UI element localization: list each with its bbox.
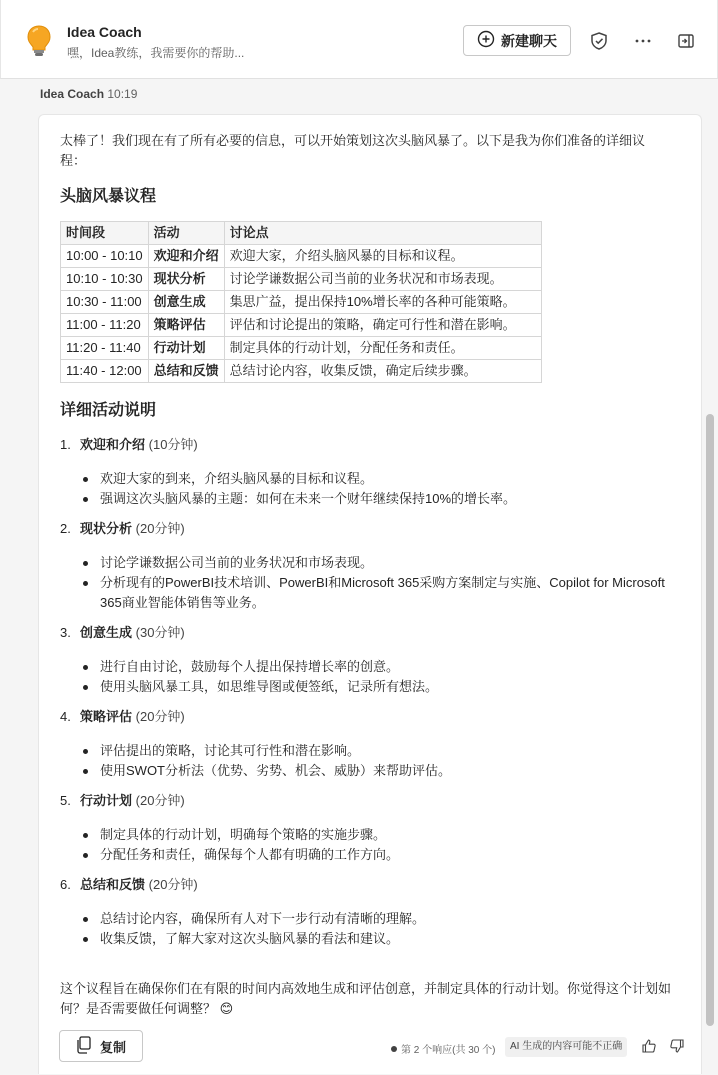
table-header: 活动: [148, 222, 224, 245]
table-cell: 欢迎大家，介绍头脑风暴的目标和议程。: [224, 245, 541, 268]
list-item: 收集反馈，了解大家对这次头脑风暴的看法和建议。: [78, 929, 674, 949]
table-cell: 10:30 - 11:00: [61, 291, 149, 314]
table-row: [61, 245, 542, 268]
table-cell: 10:10 - 10:30: [61, 268, 149, 291]
section-duration: (20分钟): [135, 793, 185, 808]
section-heading: [60, 623, 185, 643]
section-heading: [60, 791, 185, 811]
message-card: [38, 114, 702, 1074]
sidebar-toggle-icon[interactable]: [675, 30, 697, 52]
section-number: 4.: [60, 709, 71, 724]
table-header: 时间段: [61, 222, 149, 245]
table-cell: 10:00 - 10:10: [61, 245, 149, 268]
table-cell: 策略评估: [148, 314, 224, 337]
bullet-list: [78, 909, 674, 949]
table-row: [61, 360, 542, 383]
agent-subtitle: 嘿，Idea教练，我需要你的帮助...: [67, 46, 245, 60]
table-cell: 评估和讨论提出的策略，确定可行性和潜在影响。: [224, 314, 541, 337]
agenda-table: [60, 221, 542, 383]
section-number: 5.: [60, 793, 71, 808]
table-cell: 行动计划: [148, 337, 224, 360]
response-count-text: 第 2 个响应(共 30 个): [401, 1045, 496, 1056]
message-time: 10:19: [107, 87, 138, 101]
bullet-list: [78, 553, 674, 613]
thumbs-up-icon[interactable]: [641, 1038, 657, 1054]
list-item: 强调这次头脑风暴的主题：如何在未来一个财年继续保持10%的增长率。: [78, 489, 674, 509]
list-item: 分析现有的PowerBI技术培训、PowerBI和Microsoft 365采购方案制定与实施、Copilot for Microsoft 365商业智能体销售等业务。: [78, 573, 674, 613]
section-title: 欢迎和介绍: [80, 437, 146, 452]
bullet-list: [78, 741, 674, 781]
table-cell: 欢迎和介绍: [148, 245, 224, 268]
details-heading: 详细活动说明: [60, 402, 157, 419]
section-number: 6.: [60, 877, 71, 892]
closing-text: [60, 979, 680, 1019]
ai-disclaimer-badge: AI 生成的内容可能不正确: [505, 1037, 627, 1057]
section-duration: (10分钟): [148, 437, 198, 452]
section-heading: [60, 707, 185, 727]
table-header-row: [61, 222, 542, 245]
table-cell: 11:00 - 11:20: [61, 314, 149, 337]
message-content: [60, 131, 672, 1016]
list-item: 评估提出的策略，讨论其可行性和潜在影响。: [78, 741, 674, 761]
message-sender: Idea Coach: [40, 87, 105, 101]
closing-sentence: 这个议程旨在确保你们在有限的时间内高效地生成和评估创意，并制定具体的行动计划。你觉得这个计划如何？是否需要做任何调整？: [60, 981, 672, 1016]
table-cell: 总结讨论内容，收集反馈，确定后续步骤。: [224, 360, 541, 383]
more-options-icon[interactable]: [632, 30, 654, 52]
list-item: 欢迎大家的到来，介绍头脑风暴的目标和议程。: [78, 469, 674, 489]
table-row: [61, 337, 542, 360]
list-item: 讨论学谦数据公司当前的业务状况和市场表现。: [78, 553, 674, 573]
copy-icon: [76, 1036, 92, 1057]
status-dot-icon: [391, 1046, 397, 1052]
shield-icon[interactable]: [588, 30, 610, 52]
message-meta: [40, 87, 137, 101]
list-item: 总结讨论内容，确保所有人对下一步行动有清晰的理解。: [78, 909, 674, 929]
table-cell: 总结和反馈: [148, 360, 224, 383]
table-cell: 11:20 - 11:40: [61, 337, 149, 360]
copy-label: 复制: [99, 1039, 126, 1055]
chat-header: [0, 0, 718, 79]
list-item: 使用头脑风暴工具，如思维导图或便签纸，记录所有想法。: [78, 677, 674, 697]
table-row: [61, 314, 542, 337]
section-duration: (20分钟): [148, 877, 198, 892]
section-heading: [60, 435, 198, 455]
new-chat-button[interactable]: [463, 25, 571, 56]
list-item: 制定具体的行动计划，明确每个策略的实施步骤。: [78, 825, 674, 845]
table-header: 讨论点: [224, 222, 541, 245]
table-row: [61, 291, 542, 314]
copy-button[interactable]: [59, 1030, 143, 1062]
agenda-heading: 头脑风暴议程: [60, 188, 157, 205]
section-number: 3.: [60, 625, 71, 640]
bullet-list: [78, 825, 674, 865]
list-item: 分配任务和责任，确保每个人都有明确的工作方向。: [78, 845, 674, 865]
section-title: 总结和反馈: [80, 877, 146, 892]
scrollbar-thumb[interactable]: [706, 414, 714, 1026]
thumbs-down-icon[interactable]: [669, 1038, 685, 1054]
bullet-list: [78, 469, 674, 509]
table-row: [61, 268, 542, 291]
section-number: 2.: [60, 521, 71, 536]
smile-emoji-icon: 😊: [219, 1001, 234, 1016]
section-heading: [60, 875, 198, 895]
table-cell: 11:40 - 12:00: [61, 360, 149, 383]
section-title: 现状分析: [80, 521, 133, 536]
table-cell: 讨论学谦数据公司当前的业务状况和市场表现。: [224, 268, 541, 291]
bullet-list: [78, 657, 674, 697]
plus-circle-icon: [477, 30, 495, 51]
section-title: 策略评估: [80, 709, 133, 724]
list-item: 使用SWOT分析法（优势、劣势、机会、威胁）来帮助评估。: [78, 761, 674, 781]
section-number: 1.: [60, 437, 71, 452]
section-duration: (20分钟): [135, 521, 185, 536]
agent-title: Idea Coach: [67, 24, 142, 40]
new-chat-label: 新建聊天: [501, 32, 557, 49]
section-duration: (20分钟): [135, 709, 185, 724]
table-cell: 创意生成: [148, 291, 224, 314]
table-cell: 现状分析: [148, 268, 224, 291]
intro-text: 太棒了！我们现在有了所有必要的信息，可以开始策划这次头脑风暴了。以下是我为你们准备的详细议程：: [60, 133, 646, 168]
list-item: 进行自由讨论，鼓励每个人提出保持增长率的创意。: [78, 657, 674, 677]
response-counter: [391, 1041, 495, 1056]
table-cell: 制定具体的行动计划，分配任务和责任。: [224, 337, 541, 360]
section-duration: (30分钟): [135, 625, 185, 640]
section-title: 行动计划: [80, 793, 133, 808]
table-cell: 集思广益，提出保持10%增长率的各种可能策略。: [224, 291, 541, 314]
lightbulb-icon: [25, 24, 53, 58]
section-title: 创意生成: [80, 625, 133, 640]
section-heading: [60, 519, 185, 539]
